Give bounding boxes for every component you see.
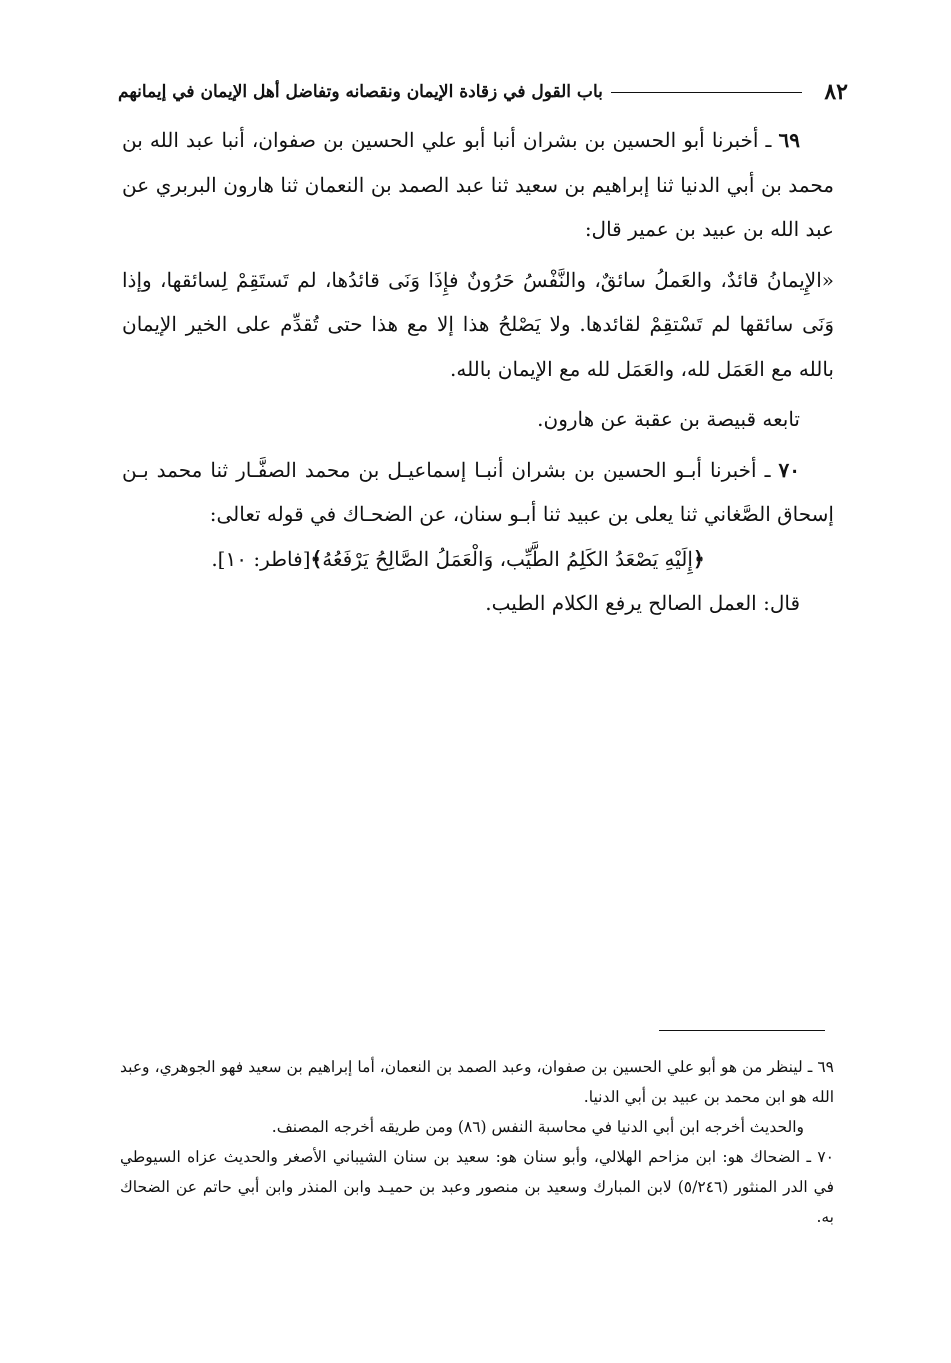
footnote-70: ٧٠ ـ الضحاك هو: ابن مزاحم الهلالي، وأبو سنان هو: سعيد بن سنان الشيباني الأصغر والحديث عزاه السيوطي في الدر المنثور (٥/٢٤٦) لابن المبارك وسعيد بن منصور وعبد بن حميـد وابن المنذر وابن أبي حاتم عن الضحاك به. [120, 1148, 834, 1226]
hadith-70-paragraph [122, 448, 834, 537]
verse-text: إِلَيْهِ يَصْعَدُ الكَلِمُ الطَّيِّب، وَالْعَمَلُ الصَّالِحُ يَرْفَعُهُ [322, 546, 693, 571]
hadith-69-follow: تابعه قبيصة بن عقبة عن هارون. [537, 407, 800, 431]
hadith-70-said: قال: العمل الصالح يرفع الكلام الطيب. [485, 591, 800, 615]
hadith-70-number: ٧٠ [778, 457, 800, 482]
hadith-69-quote: «الإِيمانُ قائدٌ، والعَملُ سائقٌ، والنَّفْسُ حَرُونٌ فإِذَا وَنَى قائدُها، لم تَستَقِمْ لِسائقها، وإذا وَنَى سائقها لم تَسْتقِمْ لقائدها. ولا يَصْلحُ هذا إلا مع هذا حتى تُقدِّم على الخير الإيمان بالله مع العَمَل لله، والعَمَل لله مع الإيمان بالله. [122, 267, 834, 381]
verse-reference: [فاطر: ١٠]. [211, 546, 311, 571]
quran-verse [122, 537, 834, 582]
footnotes [120, 1052, 834, 1232]
verse-close-bracket: ﴾ [310, 546, 323, 571]
header-rule [611, 92, 803, 93]
verse-open-bracket: ﴿ [692, 546, 705, 571]
hadith-69-isnad: ـ أخبرنا أبو الحسين بن بشران أنبا أبو علي الحسين بن صفوان، أنبا عبد الله بن محمد بن أبي الدنيا ثنا إبراهيم بن سعيد ثنا عبد الصمد بن النعمان ثنا هارون البربري عن عبد الله بن عبيد بن عمير قال: [122, 128, 834, 241]
footnote-69: ٦٩ ـ لينظر من هو أبو علي الحسين بن صفوان، وعبد الصمد بن النعمان، أما إبراهيم بن سعيد فهو الجوهري، وعبد الله هو ابن محمد بن عبيد بن أبي الدنيا. [120, 1058, 834, 1106]
footnote-separator [659, 1030, 825, 1031]
hadith-70-isnad: ـ أخبرنا أبـو الحسين بن بشران أنبـا إسماعيـل بن محمد الصفَّـار ثنا محمد بـن إسحاق الصَّغاني ثنا يعلى بن عبيد ثنا أبـو سنان، عن الضحـاك في قوله تعالى: [122, 457, 834, 526]
page-number: ٨٢ [824, 79, 848, 105]
footnote-69-source: والحديث أخرجه ابن أبي الدنيا في محاسبة النفس (٨٦) ومن طريقه أخرجه المصنف. [271, 1118, 804, 1136]
hadith-69-number: ٦٩ [778, 128, 800, 152]
hadith-69-paragraph [122, 118, 834, 252]
chapter-title: باب القول في زقادة الإيمان ونقصانه وتفاضل أهل الإيمان في إيمانهم [118, 82, 603, 102]
main-text [122, 118, 834, 626]
running-header [118, 74, 848, 110]
